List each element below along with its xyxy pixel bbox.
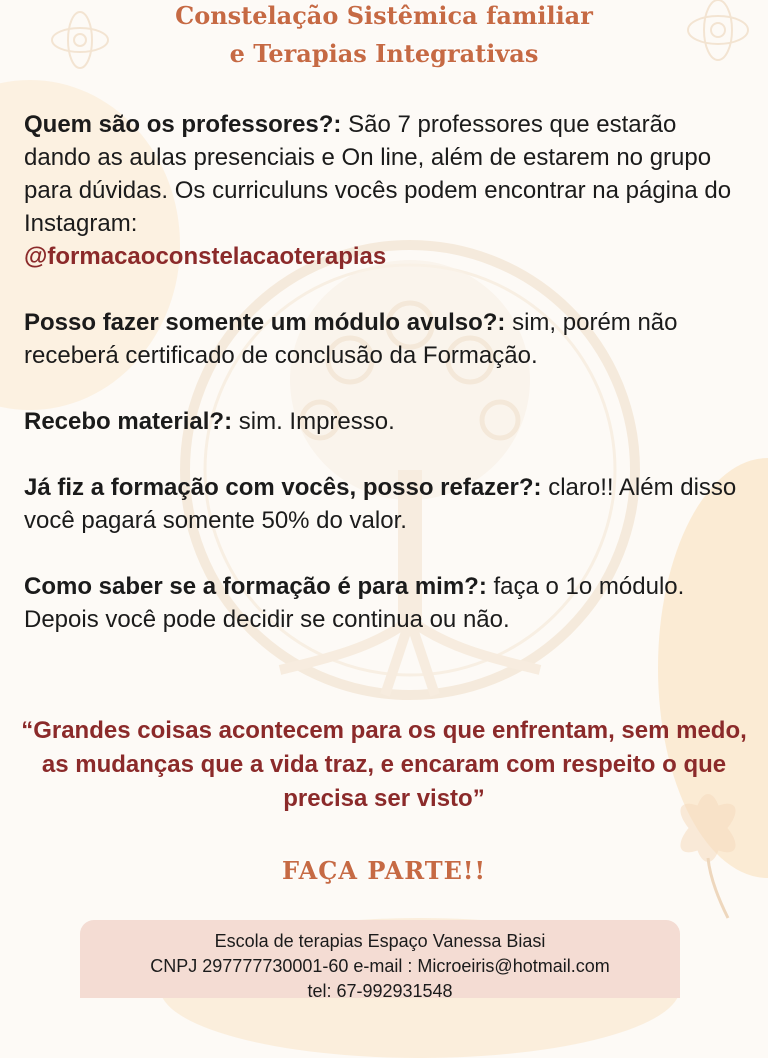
instagram-handle-link[interactable]: @formacaoconstelacaoterapias	[24, 243, 387, 270]
faq-item-single-module	[24, 306, 744, 372]
footer-school-name: Escola de terapias Espaço Vanessa Biasi	[214, 931, 546, 951]
inspirational-quote: “Grandes coisas acontecem para os que enfrentam, sem medo, as mudanças que a vida traz, e encaram com respeito o que precisa ser visto”	[21, 717, 747, 812]
header-title-line1: Constelação Sistêmica familiar	[175, 1, 593, 30]
faq-answer: São 7 professores que estarão dando as aulas presenciais e On line, além de estarem no grupo para dúvidas. Os curriculuns vocês podem encontrar na página do Instagram:	[24, 111, 732, 237]
page-header	[0, 0, 768, 73]
call-to-action: FAÇA PARTE!!	[282, 856, 486, 885]
contact-footer	[80, 920, 680, 1001]
faq-answer: claro!! Além disso você pagará somente 50% do valor.	[24, 474, 737, 534]
faq-item-material	[24, 405, 744, 438]
faq-answer: faça o 1o módulo. Depois você pode decidir se continua ou não.	[24, 573, 685, 633]
faq-item-redo	[24, 471, 744, 537]
faq-item-fit	[24, 570, 744, 636]
faq-question: Quem são os professores?:	[24, 111, 342, 138]
faq-answer: sim, porém não receberá certificado de conclusão da Formação.	[24, 309, 678, 369]
faq-section	[24, 108, 744, 636]
header-title-line2: e Terapias Integrativas	[229, 39, 539, 68]
faq-question: Já fiz a formação com vocês, posso refazer?:	[24, 474, 542, 501]
footer-phone: tel: 67-992931548	[307, 981, 453, 1001]
faq-question: Recebo material?:	[24, 408, 233, 435]
faq-answer: sim. Impresso.	[232, 408, 395, 435]
faq-question: Como saber se a formação é para mim?:	[24, 573, 487, 600]
faq-question: Posso fazer somente um módulo avulso?:	[24, 309, 506, 336]
footer-cnpj-email: CNPJ 297777730001-60 e-mail : Microeiris@hotmail.com	[150, 956, 610, 976]
faq-item-professors	[24, 108, 744, 273]
